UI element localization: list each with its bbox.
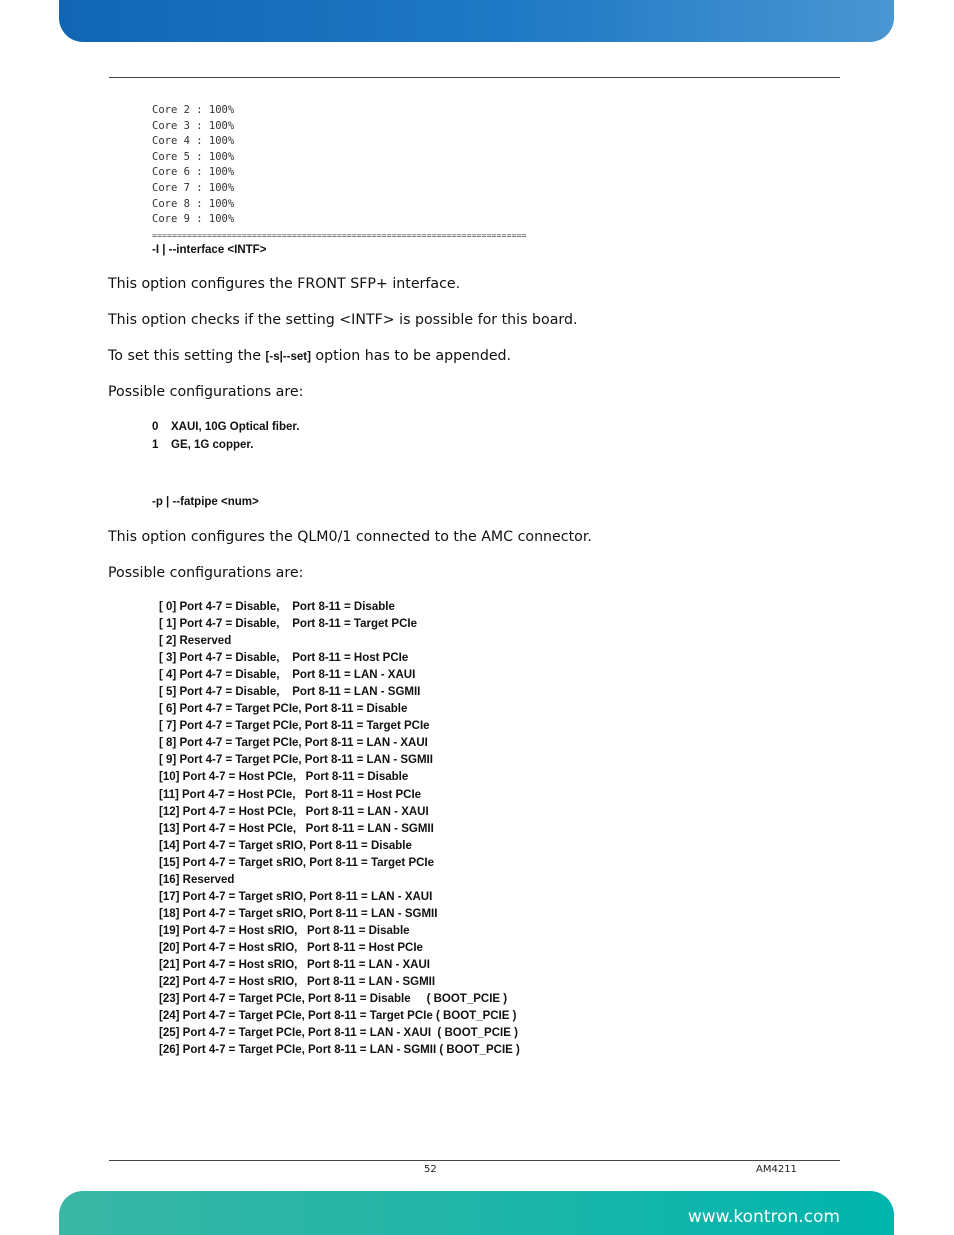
fatpipe-config-item: [13] Port 4-7 = Host PCIe, Port 8-11 = LAN - SGMII xyxy=(159,822,434,835)
fatpipe-config-item: [ 2] Reserved xyxy=(159,635,232,648)
config-number: 1 xyxy=(152,438,159,451)
core-usage-line: Core 3 : 100% xyxy=(152,119,235,132)
core-usage-line: Core 8 : 100% xyxy=(152,197,235,210)
fatpipe-config-item: [12] Port 4-7 = Host PCIe, Port 8-11 = LAN - XAUI xyxy=(159,805,429,818)
fatpipe-config-item: [21] Port 4-7 = Host sRIO, Port 8-11 = LAN - XAUI xyxy=(159,958,430,971)
fatpipe-config-item: [18] Port 4-7 = Target sRIO, Port 8-11 = LAN - SGMII xyxy=(159,907,438,920)
core-usage-output xyxy=(152,103,234,228)
fatpipe-config-item: [ 4] Port 4-7 = Disable, Port 8-11 = LAN - XAUI xyxy=(159,669,416,682)
config-text: XAUI, 10G Optical fiber. xyxy=(171,421,300,433)
set-option-note xyxy=(108,348,511,364)
output-separator: =========================================================================== xyxy=(152,230,527,240)
core-usage-line: Core 7 : 100% xyxy=(152,181,235,194)
interface-option-heading: -I | --interface <INTF> xyxy=(152,244,267,256)
fatpipe-config-item: [23] Port 4-7 = Target PCIe, Port 8-11 = Disable ( BOOT_PCIE ) xyxy=(159,993,508,1006)
config-text: GE, 1G copper. xyxy=(171,438,254,451)
fatpipe-config-item: [24] Port 4-7 = Target PCIe, Port 8-11 = Target PCIe ( BOOT_PCIE ) xyxy=(159,1010,517,1023)
core-usage-line: Core 2 : 100% xyxy=(152,104,235,116)
fatpipe-config-item: [ 1] Port 4-7 = Disable, Port 8-11 = Target PCIe xyxy=(159,618,417,631)
fatpipe-config-item: [ 3] Port 4-7 = Disable, Port 8-11 = Host PCIe xyxy=(159,652,409,665)
config-number: 0 xyxy=(152,421,159,433)
fatpipe-config-item: [16] Reserved xyxy=(159,873,235,886)
fatpipe-config-item: [ 8] Port 4-7 = Target PCIe, Port 8-11 = LAN - XAUI xyxy=(159,737,428,750)
header-banner xyxy=(59,0,894,42)
header-rule xyxy=(109,77,840,78)
core-usage-line: Core 6 : 100% xyxy=(152,166,235,179)
footer-rule xyxy=(109,1160,840,1161)
fatpipe-config-item: [15] Port 4-7 = Target sRIO, Port 8-11 = Target PCIe xyxy=(159,856,435,869)
fatpipe-config-item: [26] Port 4-7 = Target PCIe, Port 8-11 = LAN - SGMII ( BOOT_PCIE ) xyxy=(159,1044,520,1057)
list-item xyxy=(152,419,299,437)
fatpipe-config-item: [20] Port 4-7 = Host sRIO, Port 8-11 = Host PCIe xyxy=(159,941,423,954)
website-link[interactable]: www.kontron.com xyxy=(687,1207,840,1227)
set-option-code: [-s|--set] xyxy=(265,351,311,363)
fatpipe-config-item: [ 7] Port 4-7 = Target PCIe, Port 8-11 = Target PCIe xyxy=(159,720,430,733)
fatpipe-config-item: [22] Port 4-7 = Host sRIO, Port 8-11 = LAN - SGMII xyxy=(159,976,436,989)
list-item xyxy=(152,437,299,455)
footer-banner xyxy=(59,1191,894,1235)
core-usage-line: Core 4 : 100% xyxy=(152,135,235,148)
page-number: 52 xyxy=(424,1164,437,1175)
fatpipe-config-item: [25] Port 4-7 = Target PCIe, Port 8-11 = LAN - XAUI ( BOOT_PCIE ) xyxy=(159,1027,518,1040)
core-usage-line: Core 5 : 100% xyxy=(152,150,235,163)
fatpipe-config-item: [17] Port 4-7 = Target sRIO, Port 8-11 = LAN - XAUI xyxy=(159,890,433,903)
interface-configs-intro: Possible configurations are: xyxy=(108,384,304,400)
interface-config-list xyxy=(152,419,299,454)
fatpipe-config-item: [ 6] Port 4-7 = Target PCIe, Port 8-11 = Disable xyxy=(159,703,408,716)
fatpipe-option-heading: -p | --fatpipe <num> xyxy=(152,496,259,508)
fatpipe-configs-intro: Possible configurations are: xyxy=(108,565,304,581)
fatpipe-config-item: [ 0] Port 4-7 = Disable, Port 8-11 = Disable xyxy=(159,601,395,613)
fatpipe-config-item: [ 5] Port 4-7 = Disable, Port 8-11 = LAN - SGMII xyxy=(159,686,421,699)
fatpipe-config-list xyxy=(159,599,520,1059)
fatpipe-config-item: [ 9] Port 4-7 = Target PCIe, Port 8-11 = LAN - SGMII xyxy=(159,754,433,767)
fatpipe-config-item: [19] Port 4-7 = Host sRIO, Port 8-11 = Disable xyxy=(159,924,410,937)
fatpipe-config-item: [14] Port 4-7 = Target sRIO, Port 8-11 = Disable xyxy=(159,839,412,852)
set-note-prefix: To set this setting the xyxy=(108,348,266,364)
fatpipe-config-item: [11] Port 4-7 = Host PCIe, Port 8-11 = Host PCIe xyxy=(159,788,422,801)
fatpipe-description: This option configures the QLM0/1 connected to the AMC connector. xyxy=(108,529,592,545)
interface-description: This option configures the FRONT SFP+ interface. xyxy=(108,276,461,292)
core-usage-line: Core 9 : 100% xyxy=(152,213,235,226)
document-id: AM4211 xyxy=(756,1164,797,1175)
set-note-suffix: option has to be appended. xyxy=(310,348,512,364)
interface-check-note: This option checks if the setting <INTF> is possible for this board. xyxy=(108,312,578,328)
fatpipe-config-item: [10] Port 4-7 = Host PCIe, Port 8-11 = Disable xyxy=(159,771,409,784)
